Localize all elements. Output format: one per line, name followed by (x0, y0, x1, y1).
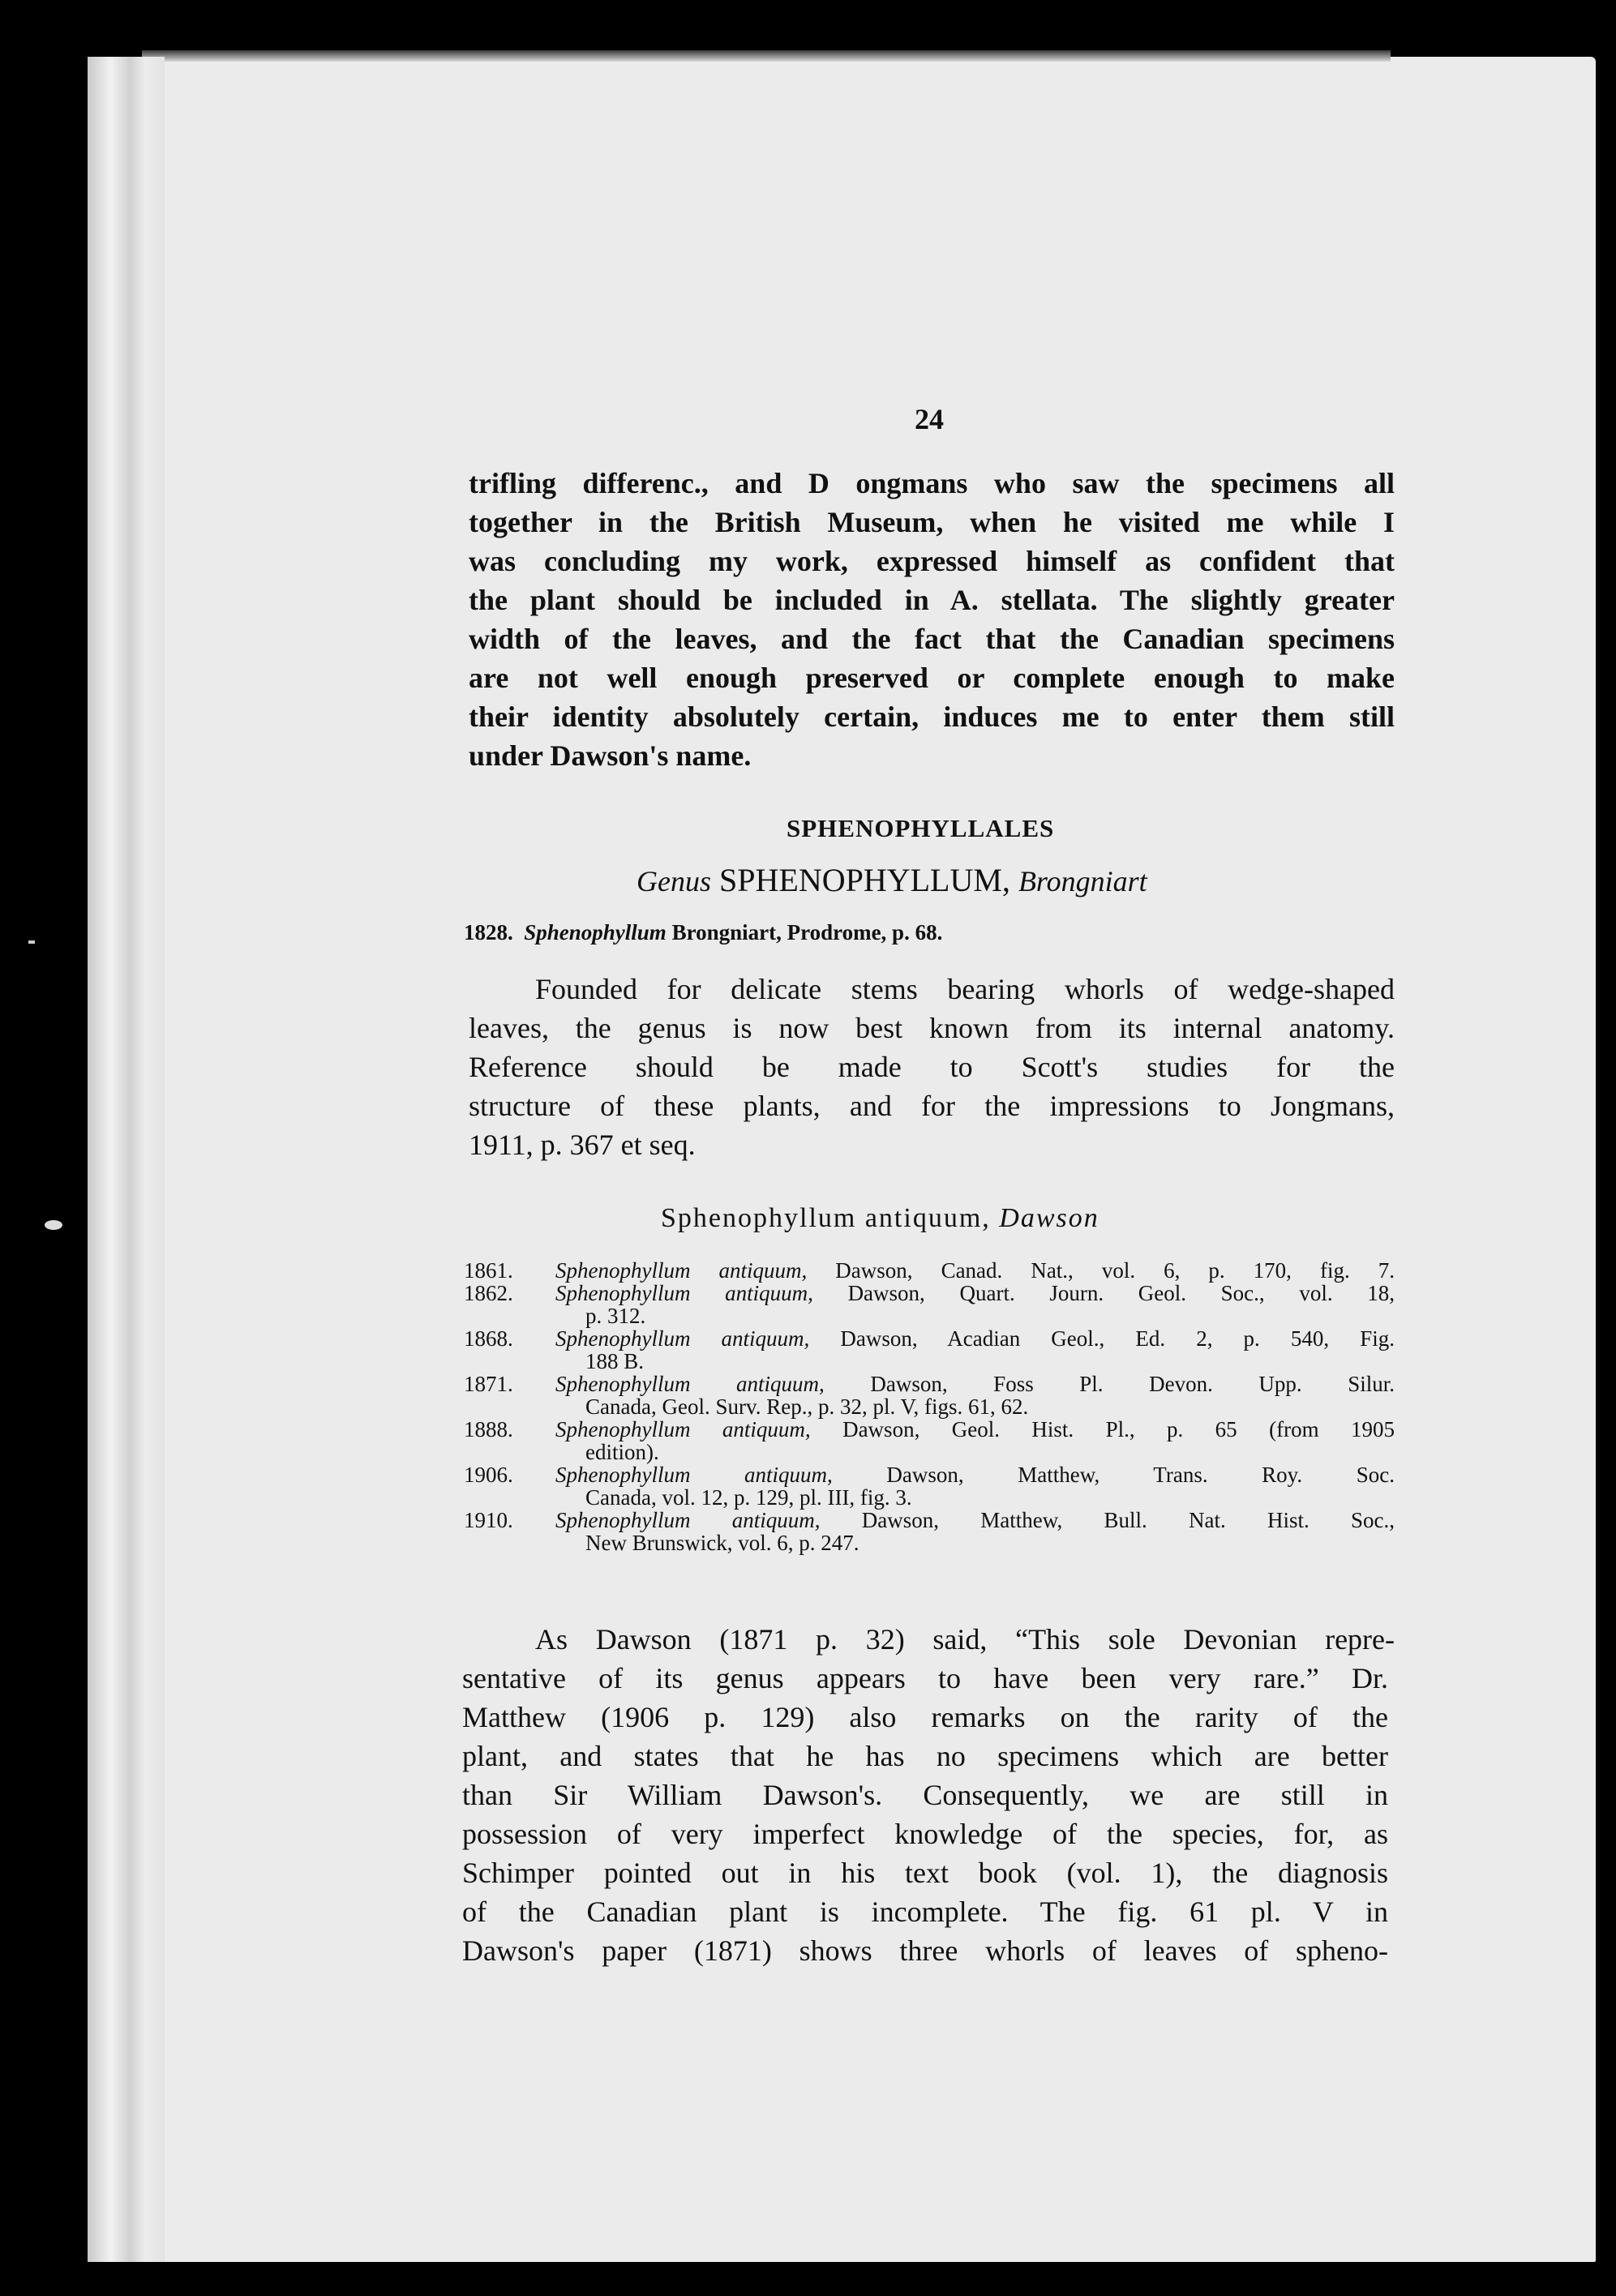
para1-line: are not well enough preserved or complete enough to make (469, 662, 1395, 694)
para2-line: structure of these plants, and for the impressions to Jongmans, (469, 1090, 1395, 1122)
synonymy-continuation: New Brunswick, vol. 6, p. 247. (585, 1531, 859, 1555)
genus-ref-year: 1828. (464, 920, 513, 945)
para1-line: the plant should be included in A. stellata. The slightly greater (469, 584, 1395, 616)
genus-prefix: Genus (637, 865, 711, 897)
para3-line: sentative of its genus appears to have been very rare.” Dr. (462, 1662, 1388, 1694)
genus-ref-name: Sphenophyllum (524, 920, 667, 945)
genus-ref-text: Brongniart, Prodrome, p. 68. (671, 920, 943, 945)
synonymy-entry (555, 1326, 1395, 1351)
synonymy-citation: Dawson, Foss Pl. Devon. Upp. Silur. (870, 1372, 1395, 1396)
synonymy-entry (555, 1258, 1395, 1283)
para2-line: Reference should be made to Scott's studies for the (469, 1051, 1395, 1083)
para1-line: together in the British Museum, when he visited me while I (469, 506, 1395, 538)
para3-line: plant, and states that he has no specimens which are better (462, 1740, 1388, 1772)
synonymy-citation: Dawson, Geol. Hist. Pl., p. 65 (from 1905 (842, 1417, 1395, 1441)
para1-line: under Dawson's name. (469, 739, 752, 772)
para3-line: possession of very imperfect knowledge of the species, for, as (462, 1818, 1388, 1850)
synonymy-entry (555, 1463, 1395, 1488)
para2-line: leaves, the genus is now best known from its internal anatomy. (469, 1012, 1395, 1044)
synonymy-year: 1910. (464, 1508, 513, 1532)
para2-line: Founded for delicate stems bearing whorls of wedge-shaped (535, 973, 1395, 1005)
page-number: 24 (915, 403, 944, 435)
synonymy-year: 1906. (464, 1463, 513, 1487)
synonymy-taxon: Sphenophyllum antiquum, (555, 1508, 821, 1532)
synonymy-taxon: Sphenophyllum antiquum, (555, 1372, 825, 1396)
species-heading (661, 1203, 1099, 1234)
genus-author: Brongniart (1018, 865, 1147, 897)
synonymy-entry (555, 1281, 1395, 1306)
para1-line: trifling differenc., and D ongmans who saw the specimens all (469, 467, 1395, 499)
synonymy-taxon: Sphenophyllum antiquum, (555, 1258, 808, 1283)
synonymy-year: 1862. (464, 1281, 513, 1305)
species-author: Dawson (999, 1203, 1099, 1233)
synonymy-taxon: Sphenophyllum antiquum, (555, 1417, 811, 1441)
synonymy-citation: Dawson, Matthew, Trans. Roy. Soc. (886, 1463, 1395, 1487)
para3-line: As Dawson (1871 p. 32) said, “This sole Devonian repre- (535, 1623, 1395, 1656)
synonymy-year: 1888. (464, 1417, 513, 1441)
para3-line: Dawson's paper (1871) shows three whorls of leaves of spheno- (462, 1934, 1388, 1967)
synonymy-continuation: 188 B. (585, 1349, 645, 1373)
genus-reference (464, 921, 942, 944)
scan-artifact (45, 1220, 62, 1230)
para1-line: was concluding my work, expressed himself as confident that (469, 545, 1395, 577)
synonymy-year: 1868. (464, 1326, 513, 1351)
para3-line: Matthew (1906 p. 129) also remarks on the rarity of the (462, 1701, 1388, 1733)
synonymy-continuation: edition). (585, 1440, 659, 1464)
scan-artifact-dot (28, 940, 35, 944)
para1-line: their identity absolutely certain, induces me to enter them still (469, 700, 1395, 733)
genus-name: SPHENOPHYLLUM, (719, 862, 1010, 898)
species-name: Sphenophyllum antiquum, (661, 1203, 991, 1233)
synonymy-entry (555, 1417, 1395, 1442)
synonymy-citation: Dawson, Acadian Geol., Ed. 2, p. 540, Fig. (840, 1326, 1395, 1351)
synonymy-taxon: Sphenophyllum antiquum, (555, 1326, 810, 1351)
synonymy-continuation: Canada, vol. 12, p. 129, pl. III, fig. 3. (585, 1485, 912, 1510)
synonymy-citation: Dawson, Canad. Nat., vol. 6, p. 170, fig. 7. (835, 1258, 1395, 1283)
synonymy-year: 1871. (464, 1372, 513, 1396)
synonymy-continuation: Canada, Geol. Surv. Rep., p. 32, pl. V, figs. 61, 62. (585, 1394, 1029, 1419)
book-spine (88, 57, 165, 2262)
synonymy-continuation: p. 312. (585, 1304, 646, 1328)
genus-heading (637, 861, 1147, 899)
para3-line: of the Canadian plant is incomplete. The fig. 61 pl. V in (462, 1895, 1388, 1928)
para2-line: 1911, p. 367 et seq. (469, 1129, 696, 1161)
synonymy-entry (555, 1508, 1395, 1533)
synonymy-citation: Dawson, Matthew, Bull. Nat. Hist. Soc., (861, 1508, 1395, 1532)
para3-line: Schimper pointed out in his text book (vol. 1), the diagnosis (462, 1857, 1388, 1889)
para1-line: width of the leaves, and the fact that the Canadian specimens (469, 623, 1395, 655)
page-top-edge (142, 50, 1391, 62)
synonymy-year: 1861. (464, 1258, 513, 1283)
synonymy-entry (555, 1372, 1395, 1397)
synonymy-taxon: Sphenophyllum antiquum, (555, 1463, 833, 1487)
para3-line: than Sir William Dawson's. Consequently, we are still in (462, 1779, 1388, 1811)
order-heading: SPHENOPHYLLALES (787, 814, 1055, 842)
synonymy-citation: Dawson, Quart. Journ. Geol. Soc., vol. 18, (847, 1281, 1395, 1305)
synonymy-taxon: Sphenophyllum antiquum, (555, 1281, 813, 1305)
